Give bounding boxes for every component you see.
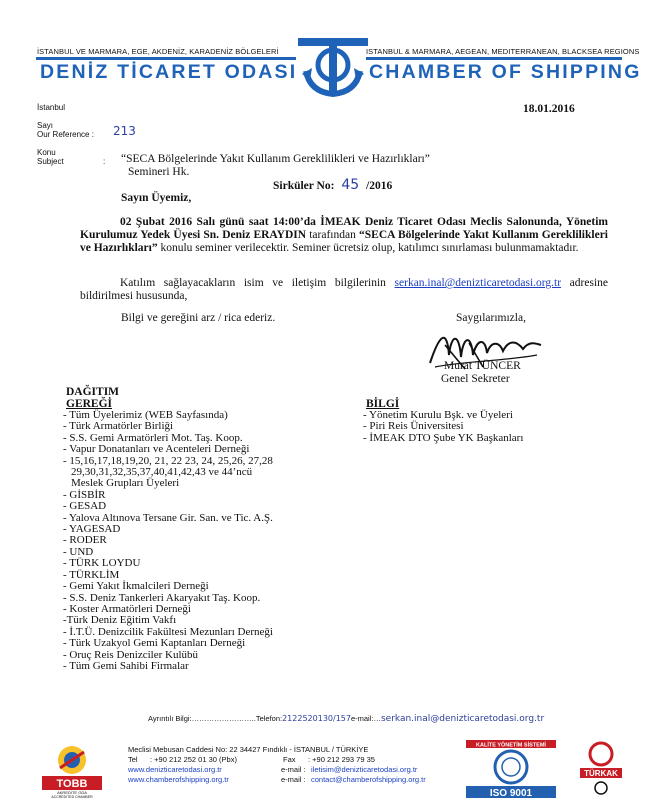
footer-email1-label: e-mail : bbox=[281, 765, 306, 774]
header-region-tr: İSTANBUL VE MARMARA, EGE, AKDENİZ, KARADENİZ BÖLGELERİ bbox=[37, 47, 279, 56]
list-item: - Oruç Reis Denizciler Kulübü bbox=[63, 648, 199, 661]
greeting: Sayın Üyemiz, bbox=[121, 192, 192, 204]
distribution-title: DAĞITIM bbox=[66, 386, 120, 398]
list-item: - Yönetim Kurulu Bşk. ve Üyeleri bbox=[363, 409, 513, 421]
footer-fax-label: Fax bbox=[283, 755, 296, 764]
list-item: -Türk Deniz Eğitim Vakfı bbox=[63, 614, 177, 627]
paragraph-3: Bilgi ve gereğini arz / rica ederiz. bbox=[121, 312, 276, 324]
footer-email2-label: e-mail : bbox=[281, 775, 306, 784]
distribution-action-title: GEREĞİ bbox=[66, 398, 113, 410]
list-item: - Tüm Gemi Sahibi Firmalar bbox=[63, 659, 189, 672]
footer-email-tr-link[interactable]: iletisim@denizticaretodasi.org.tr bbox=[311, 765, 418, 774]
contact-tel-label: Telefon: bbox=[255, 714, 283, 723]
ref-label-en: Our Reference : bbox=[37, 130, 94, 139]
contact-email-value: serkan.inal@denizticaretodasi.org.tr bbox=[380, 714, 545, 724]
turkak-text: TÜRKAK bbox=[584, 769, 618, 778]
subject-label-en: Subject bbox=[37, 157, 64, 166]
contact-line bbox=[148, 714, 544, 724]
iso-text: ISO 9001 bbox=[489, 788, 533, 798]
list-item: - Vapur Donatanları ve Acenteleri Derneği bbox=[63, 443, 250, 456]
list-item: - Yalova Altınova Tersane Gir. San. ve Tic. A.Ş. bbox=[63, 511, 273, 524]
paragraph-1 bbox=[80, 216, 608, 255]
turkak-logo-icon bbox=[578, 740, 624, 798]
footer-tel-label: Tel bbox=[128, 755, 138, 764]
paragraph-1-part-a: 02 Şubat 2016 Salı günü saat 14:00’da İMEAK Deniz Ticaret Odası Meclis Salonunda, Yönetim Kurulumuz Yedek Üyesi Sn. Deniz ERAYDIN bbox=[80, 216, 608, 241]
header-title-en: CHAMBER OF SHIPPING bbox=[369, 61, 642, 83]
paragraph-1-part-c: “SECA Bölgelerinde Yakıt Kullanım Gereklilikleri ve Hazırlıkları” bbox=[80, 229, 608, 254]
paragraph-1-part-d: konulu seminer verilecektir. Seminer ücretsiz olup, katılımcı sınırlaması bulunmamaktadır. bbox=[157, 242, 579, 254]
list-item: - S.S. Gemi Armatörleri Mot. Taş. Koop. bbox=[63, 431, 243, 444]
list-item: - Gemi Yakıt İkmalcileri Derneği bbox=[63, 580, 209, 593]
list-item: - S.S. Deniz Tankerleri Akaryakıt Taş. Koop. bbox=[63, 591, 261, 604]
ref-label-tr: Sayı bbox=[37, 121, 54, 130]
signer-name: Murat TÜNCER bbox=[444, 360, 521, 372]
list-item: - İMEAK DTO Şube YK Başkanları bbox=[363, 431, 524, 444]
document-date: 18.01.2016 bbox=[523, 103, 575, 115]
list-item: Meslek Grupları Üyeleri bbox=[71, 477, 180, 490]
list-item: - YAGESAD bbox=[63, 523, 121, 536]
list-item: - Piri Reis Üniversitesi bbox=[363, 420, 464, 433]
paragraph-2-part-a: Katılım sağlayacakların isim ve iletişim bilgilerinin bbox=[120, 277, 395, 289]
tobb-subtitle-en: ACCREDITED CHAMBER bbox=[51, 795, 93, 798]
list-item: - TÜRKLİM bbox=[63, 568, 120, 581]
subject-line-1: “SECA Bölgelerinde Yakıt Kullanım Gereklilikleri ve Hazırlıkları” bbox=[121, 153, 430, 165]
list-item: - Koster Armatörleri Derneği bbox=[63, 602, 191, 615]
list-item: - İ.T.Ü. Denizcilik Fakültesi Mezunları Derneği bbox=[63, 625, 273, 638]
list-item: - TÜRK LOYDU bbox=[63, 557, 141, 570]
quality-text: KALİTE YÖNETİM SİSTEMİ bbox=[476, 742, 546, 749]
paragraph-2 bbox=[80, 277, 608, 303]
footer-web-tr-link[interactable]: www.denizticaretodasi.org.tr bbox=[128, 765, 222, 774]
footer-tel-value: : +90 212 252 01 30 (Pbx) bbox=[150, 755, 237, 764]
signer-title: Genel Sekreter bbox=[441, 373, 510, 385]
quality-certificate-icon bbox=[466, 740, 556, 798]
subject-label-tr: Konu bbox=[37, 148, 56, 157]
footer-email-en-link[interactable]: contact@chamberofshipping.org.tr bbox=[311, 775, 426, 784]
ref-number: 213 bbox=[113, 124, 136, 138]
list-item: - GİSBİR bbox=[63, 488, 106, 501]
header-title-tr: DENİZ TİCARET ODASI bbox=[40, 61, 298, 83]
list-item: 29,30,31,32,35,37,40,41,42,43 ve 44’ncü bbox=[71, 466, 253, 479]
header-divider-right bbox=[366, 57, 622, 60]
header-region-en: ISTANBUL & MARMARA, AEGEAN, MEDITERRANEAN, BLACKSEA REGIONS bbox=[366, 47, 640, 56]
regards: Saygılarımızla, bbox=[456, 312, 526, 324]
contact-email-label: e-mail:… bbox=[350, 714, 381, 723]
circular-number: 45 bbox=[341, 177, 360, 193]
footer-web-en-link[interactable]: www.chamberofshipping.org.tr bbox=[128, 775, 229, 784]
distribution-list bbox=[63, 410, 273, 672]
footer-address: Meclisi Mebusan Caddesi No: 22 34427 Fındıklı - İSTANBUL / TÜRKİYE bbox=[128, 745, 369, 754]
subject-line-2: Semineri Hk. bbox=[128, 166, 190, 178]
list-item: - Türk Armatörler Birliği bbox=[63, 420, 174, 433]
circular-number-row bbox=[273, 179, 392, 193]
contact-email-link[interactable]: serkan.inal@denizticaretodasi.org.tr bbox=[394, 277, 562, 289]
city-label: İstanbul bbox=[37, 103, 66, 112]
list-item: - 15,16,17,18,19,20, 21, 22 23, 24, 25,26, 27,28 bbox=[63, 454, 273, 467]
subject-colon: : bbox=[103, 157, 106, 166]
paragraph-2-part-b: adresine bildirilmesi hususunda, bbox=[80, 277, 608, 302]
circular-label: Sirküler No: bbox=[273, 180, 335, 192]
circular-year: /2016 bbox=[366, 180, 393, 192]
info-list bbox=[363, 410, 523, 444]
list-item: - UND bbox=[63, 545, 94, 558]
contact-label: Ayrıntılı Bilgi: bbox=[148, 714, 192, 723]
tobb-logo-icon bbox=[40, 738, 104, 798]
contact-tel-value: 2122520130/157 bbox=[282, 714, 351, 723]
tobb-text: TOBB bbox=[56, 778, 88, 790]
anchor-logo-icon bbox=[298, 38, 368, 98]
header-divider-left bbox=[36, 57, 296, 60]
list-item: - GESAD bbox=[63, 500, 107, 513]
footer-fax-value: : +90 212 293 79 35 bbox=[308, 755, 375, 764]
list-item: - Türk Uzakyol Gemi Kaptanları Derneği bbox=[63, 637, 246, 650]
contact-dots: …………………….. bbox=[191, 714, 256, 723]
list-item: - RODER bbox=[63, 534, 107, 547]
info-title: BİLGİ bbox=[366, 398, 400, 410]
paragraph-1-part-b: tarafından bbox=[306, 229, 359, 241]
list-item: - Tüm Üyelerimiz (WEB Sayfasında) bbox=[63, 409, 228, 421]
tobb-subtitle: AKREDİTE ODA bbox=[57, 790, 87, 795]
